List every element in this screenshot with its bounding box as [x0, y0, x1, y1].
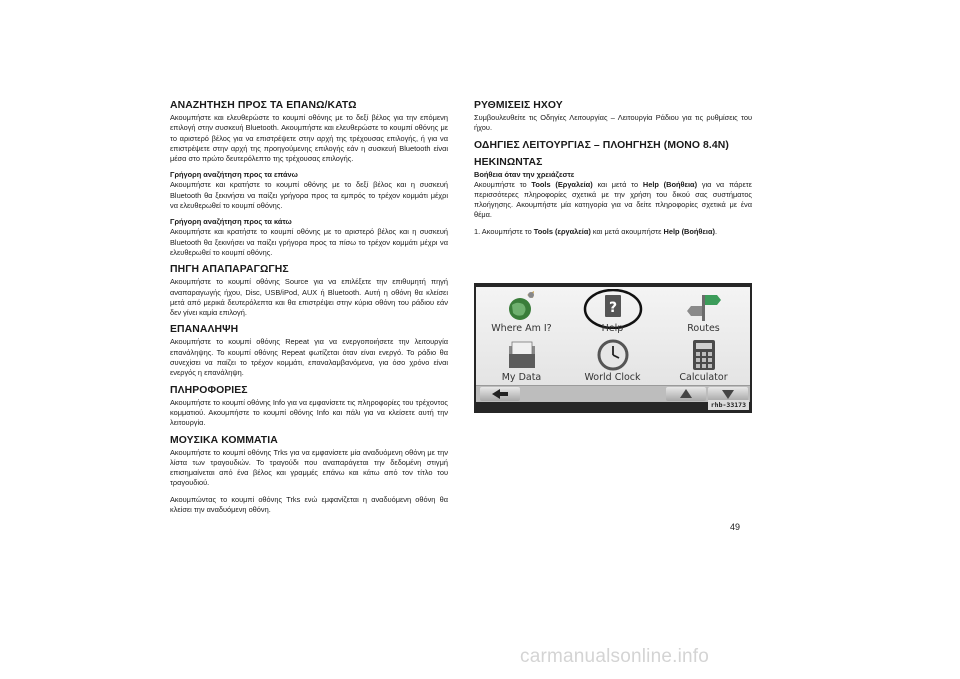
- paragraph-seek: Ακουμπήστε και ελευθερώστε το κουμπί οθόνης με το δεξί βέλος για την επόμενη επιλογή στην συσκευή Bluetooth. Ακουμπήστε και ελευθερώστε το κουμπί οθόνης με το αριστερό βέλος για να επιστρέψετε στην αρχή της τρέχουσας επιλογής, ή για να επιστρέψετε στην αρχή της προηγούμενης επιλογής εάν η συσκευή Bluetooth είναι μέσα στο πρώτο δευτερόλεπτο της τρέχουσας επιλογής.: [170, 113, 448, 164]
- navigation-screenshot: [474, 283, 752, 413]
- up-arrow-icon: [666, 387, 706, 401]
- my-data-label: My Data: [501, 372, 542, 383]
- paragraph-audio-settings: Συμβουλευθείτε τις Οδηγίες Λειτουργίας – Λειτουργία Ράδιου για τις ρυθμίσεις του ήχου.: [474, 113, 752, 133]
- paragraph-tracks-2: Ακουμπώντας το κουμπί οθόνης Trks ενώ εμφανίζεται η αναδυόμενη οθόνη θα κλείσει την αναδυόμενη οθόνη.: [170, 494, 448, 515]
- figure-code: rhb-33173: [708, 400, 749, 410]
- right-column: [474, 100, 752, 243]
- world-clock-tile[interactable]: [567, 336, 658, 385]
- globe-pin-icon: [503, 289, 541, 323]
- paragraph-help: Ακουμπήστε το Tools (Εργαλεία) και μετά το Help (Βοήθεια) για να πάρετε περισσότερες πληροφορίες σχετικά με την χρήση του δικού σας συστήματος πλοήγησης. Ακουμπήστε μία κατηγορία για να δείτε πληροφορίες σχετικά με ένα θέμα.: [474, 179, 752, 220]
- tools-term-step: Tools (εργαλεία): [533, 226, 591, 236]
- help-label: Help: [601, 323, 624, 334]
- calculator-tile[interactable]: [658, 336, 749, 385]
- help-term: Help (Βοήθεια): [642, 179, 698, 189]
- heading-seek: ΑΝΑΖΗΤΗΣΗ ΠΡΟΣ ΤΑ ΕΠΑΝΩ/ΚΑΤΩ: [170, 100, 357, 111]
- left-column: [170, 100, 448, 521]
- paragraph-info: Ακουμπήστε το κουμπί οθόνης Info για να εμφανίσετε τις πληροφορίες του τρέχοντος κομματιού. Ακουμπήστε το κουμπί οθόνης Info και πάλι για να κλείσετε αυτή την λειτουργία.: [170, 397, 448, 428]
- routes-label: Routes: [687, 323, 720, 334]
- scroll-up-button[interactable]: [666, 387, 706, 401]
- scroll-down-button[interactable]: [708, 387, 748, 401]
- watermark: carmanualsonline.info: [520, 646, 710, 667]
- world-clock-label: World Clock: [584, 372, 641, 383]
- heading-source: ΠΗΓΗ ΑΠΑΠΑΡΑΓΩΓΗΣ: [170, 264, 289, 276]
- paragraph-fast-rewind: Ακουμπήστε και κρατήστε το κουμπί οθόνης με το αριστερό βέλος και η συσκευή Bluetooth θα ξεκινήσει να παίζει γρήγορα προς τα πίσω το τρέχον κομμάτι μέχρι να ελευθερωθεί το κουμπί οθόνης.: [170, 227, 448, 257]
- subheading-fast-forward: Γρήγορη αναζήτηση προς τα επάνω: [170, 170, 298, 180]
- subheading-fast-rewind: Γρήγορη αναζήτηση προς τα κάτω: [170, 217, 292, 227]
- folder-data-icon: [503, 338, 541, 372]
- paragraph-tracks-1: Ακουμπήστε το κουμπί οθόνης Trks για να εμφανίσετε μία αναδυόμενη οθόνη με την λίστα των τραγουδιών. Το τραγούδι που αναπαράγεται την δεδομένη στιγμή επισημαίνεται από ένα βέλος και γραμμές επάνω και κάτω από τον τίτλο του τραγουδιού.: [170, 447, 448, 488]
- paragraph-source: Ακουμπήστε το κουμπί οθόνης Source για να επιλέξετε την επιθυμητή πηγή αναπαραγωγής ήχου, Disc, USB/iPod, AUX ή Bluetooth. Αυτή η οθόνη θα κλείσει μετά από μερικά δευτερόλεπτα και θα επιστρέψει στην κύρια οθόνη του ράδιου εάν δεν γίνει καμία επιλογή.: [170, 277, 448, 318]
- heading-repeat: ΕΠΑΝΑΛΗΨΗ: [170, 324, 239, 336]
- clock-icon: [594, 338, 632, 372]
- nav-menu-screen: [476, 287, 750, 385]
- my-data-tile[interactable]: [476, 336, 567, 385]
- where-am-i-tile[interactable]: [476, 287, 567, 336]
- heading-getting-started: ΗΕΚΙΝΩΝΤΑΣ: [474, 156, 543, 168]
- tools-term: Tools (Εργαλεία): [531, 179, 593, 189]
- help-tile[interactable]: [567, 287, 658, 336]
- down-arrow-icon: [708, 387, 748, 401]
- paragraph-fast-forward: Ακουμπήστε και κρατήστε το κουμπί οθόνης με το δεξί βέλος και η συσκευή Bluetooth θα ξεκινήσει να παίζει γρήγορα προς τα εμπρός το τρέχον κομμάτι μέχρι να ελευθερωθεί το κουμπί οθόνης.: [170, 180, 448, 211]
- help-term-step: Help (Βοήθεια): [663, 226, 715, 236]
- back-arrow-icon: [480, 387, 520, 401]
- subheading-help: Βοήθεια όταν την χρειάζεστε: [474, 169, 575, 179]
- paragraph-step-1: 1. Ακουμπήστε το Tools (εργαλεία) και μετά ακουμπήστε Help (Βοήθεια).: [474, 226, 718, 236]
- heading-navigation: ΟΔΗΓΙΕΣ ΛΕΙΤΟΥΡΓΙΑΣ – ΠΛΟΗΓΗΣΗ (ΜΟΝΟ 8.4N): [474, 139, 729, 151]
- routes-tile[interactable]: [658, 287, 749, 336]
- page-number: 49: [730, 522, 741, 532]
- where-am-i-label: Where Am I?: [491, 323, 552, 334]
- calculator-label: Calculator: [679, 372, 728, 383]
- calculator-icon: [685, 338, 723, 372]
- paragraph-repeat: Ακουμπήστε το κουμπί οθόνης Repeat για να ενεργοποιήσετε την λειτουργία επανάληψης. Το κουμπί οθόνης Repeat φωτίζεται όταν είναι ενεργό. Το ράδιο θα συνεχίσει να παίζει το τρέχον κομμάτι, επαναλαμβανόμενα, για όσο χρόνο είναι ενεργός η επανάληψη.: [170, 337, 448, 378]
- heading-info: ΠΛΗΡΟΦΟΡΙΕΣ: [170, 384, 248, 396]
- back-button[interactable]: [480, 387, 520, 401]
- heading-tracks: ΜΟΥΣΙΚΑ ΚΟΜΜΑΤΙΑ: [170, 434, 278, 446]
- routes-signpost-icon: [685, 289, 723, 323]
- heading-audio-settings: ΡΥΘΜΙΣΕΙΣ ΗΧΟΥ: [474, 100, 563, 111]
- svg-text:?: ?: [608, 300, 617, 316]
